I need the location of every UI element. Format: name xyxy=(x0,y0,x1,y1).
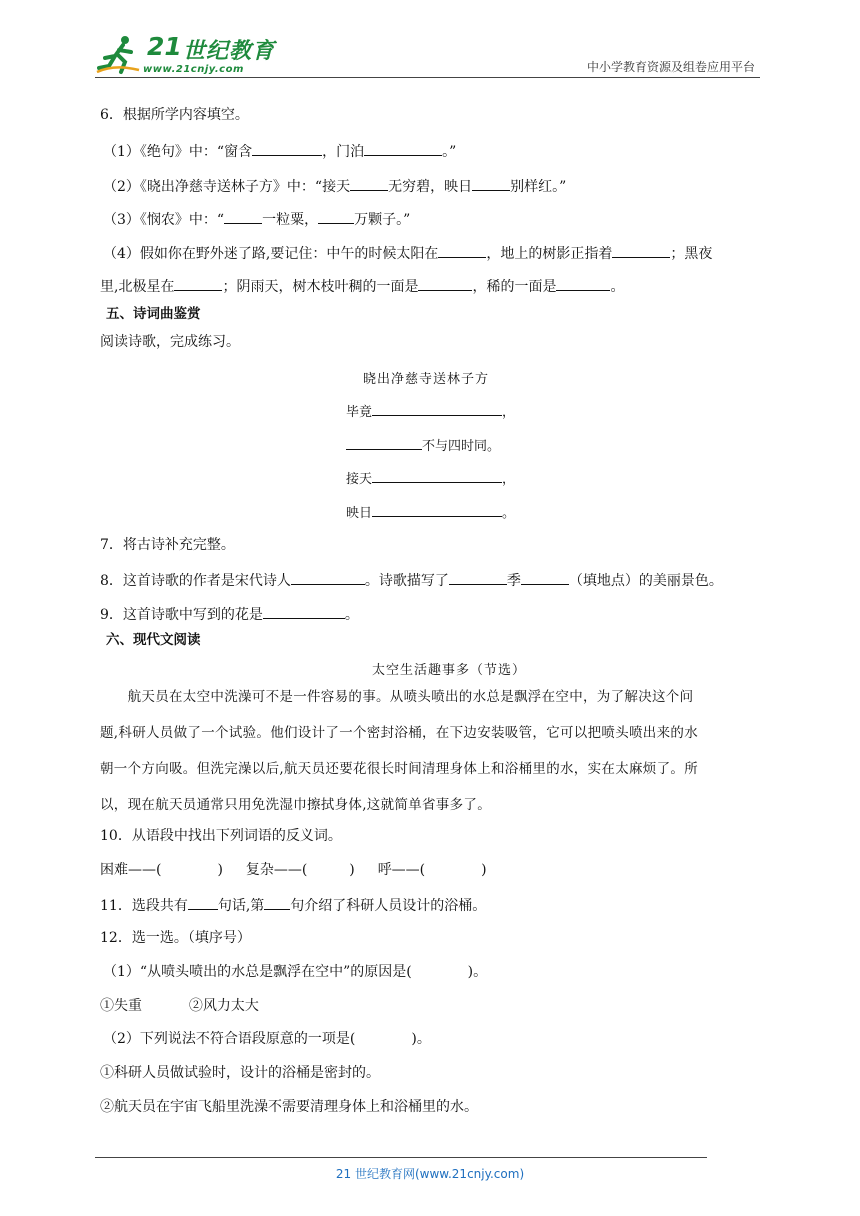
q6-item-3 xyxy=(103,209,410,229)
q6-item-2 xyxy=(103,176,566,196)
poem-line-3-text: 接天 xyxy=(346,472,373,487)
q9 xyxy=(100,604,359,624)
q8-text-d: （填地点）的美丽景色。 xyxy=(568,573,723,589)
q6-item-4-cont xyxy=(100,276,624,296)
poem-line-3 xyxy=(346,468,515,487)
poem-line-2 xyxy=(346,435,500,454)
page-footer: 21 世纪教育网(www.21cnjy.com) xyxy=(335,1167,525,1181)
q6-1-text-a: （1）《绝句》中：“窗含 xyxy=(103,144,253,160)
q12-sub-2: （2）下列说法不符合语段原意的一项是( )。 xyxy=(103,1031,431,1047)
answer-blank[interactable] xyxy=(252,141,322,156)
logo-text: 世纪教育 xyxy=(183,39,276,64)
poem-line-1 xyxy=(346,401,515,420)
q12-title: 12．选一选。（填序号） xyxy=(100,930,251,946)
q7: 7．将古诗补充完整。 xyxy=(100,537,235,553)
article-line-1: 航天员在太空中洗澡可不是一件容易的事。从喷头喷出的水总是飘浮在空中，为了解决这个问 xyxy=(100,689,694,705)
logo xyxy=(95,34,295,76)
answer-blank[interactable] xyxy=(291,570,365,585)
q11-text-b: 句话,第 xyxy=(217,898,265,914)
q6-2-text-a: （2）《晓出净慈寺送林子方》中：“接天 xyxy=(103,179,351,195)
page-header xyxy=(95,28,760,78)
q6-4-text-g: 。 xyxy=(610,279,625,295)
article-line-4: 以，现在航天员通常只用免洗湿巾擦拭身体,这就简单省事多了。 xyxy=(100,797,491,813)
answer-blank[interactable] xyxy=(350,176,388,191)
q12-sub-1: （1）“从喷头喷出的水总是飘浮在空中”的原因是( )。 xyxy=(103,964,488,980)
q6-2-text-c: 别样红。” xyxy=(510,179,567,195)
q6-1-text-c: 。” xyxy=(442,144,457,160)
q12-1-option-1: ①失重 xyxy=(100,998,142,1014)
q6-4-text-d: 里,北极星在 xyxy=(100,279,175,295)
q12-2-option-1: ①科研人员做试验时，设计的浴桶是密封的。 xyxy=(100,1065,380,1081)
poem-line-1-text: 毕竟 xyxy=(346,405,373,420)
q10-word-1: 困难——( ) xyxy=(100,862,223,878)
q11 xyxy=(100,895,486,915)
q8-text-a: 8．这首诗歌的作者是宋代诗人 xyxy=(100,573,291,589)
q11-text-a: 11．选段共有 xyxy=(100,898,188,914)
answer-blank[interactable] xyxy=(438,243,486,258)
answer-blank[interactable] xyxy=(521,570,569,585)
q8-text-c: 季 xyxy=(506,573,521,589)
runner-logo-icon xyxy=(95,34,145,76)
q9-text-a: 9．这首诗歌中写到的花是 xyxy=(100,607,263,623)
q6-3-text-a: （3）《悯农》中：“ xyxy=(103,212,225,228)
header-divider xyxy=(95,77,760,78)
q10-words xyxy=(100,861,487,879)
footer-divider xyxy=(95,1157,707,1158)
poem-line-4-punct: 。 xyxy=(502,506,516,521)
q6-3-text-c: 万颗子。” xyxy=(354,212,411,228)
q8 xyxy=(100,570,723,590)
logo-number: 21 xyxy=(147,32,182,61)
answer-blank[interactable] xyxy=(449,570,507,585)
logo-url: www.21cnjy.com xyxy=(143,64,244,75)
answer-blank[interactable] xyxy=(372,468,502,483)
q6-4-text-e: ；阴雨天，树木枝叶稠的一面是 xyxy=(222,279,419,295)
section-5-title: 五、诗词曲鉴赏 xyxy=(106,306,201,322)
answer-blank[interactable] xyxy=(372,401,502,416)
answer-blank[interactable] xyxy=(264,895,290,910)
q6-4-text-c: ；黑夜 xyxy=(670,246,713,262)
section-5-intro: 阅读诗歌，完成练习。 xyxy=(100,334,240,350)
q6-3-text-b: 一粒粟， xyxy=(262,212,319,228)
q10-word-2: 复杂——( ) xyxy=(245,862,355,878)
poem-line-4-text: 映日 xyxy=(346,506,373,521)
q6-title: 6．根据所学内容填空。 xyxy=(100,107,249,123)
section-6-title: 六、现代文阅读 xyxy=(106,632,201,648)
answer-blank[interactable] xyxy=(372,502,502,517)
answer-blank[interactable] xyxy=(224,209,262,224)
q12-sub-1-options xyxy=(100,997,259,1015)
q6-2-text-b: 无穷碧，映日 xyxy=(388,179,473,195)
q8-text-b: 。诗歌描写了 xyxy=(364,573,449,589)
q6-1-text-b: ，门泊 xyxy=(322,144,365,160)
q6-item-1 xyxy=(103,141,456,161)
answer-blank[interactable] xyxy=(612,243,670,258)
poem-line-1-punct: ， xyxy=(502,405,516,420)
answer-blank[interactable] xyxy=(346,435,422,450)
platform-caption: 中小学教育资源及组卷应用平台 xyxy=(586,60,755,74)
answer-blank[interactable] xyxy=(174,276,222,291)
article-title: 太空生活趣事多（节选） xyxy=(372,663,527,678)
poem-line-4 xyxy=(346,502,515,521)
answer-blank[interactable] xyxy=(556,276,610,291)
q6-4-text-a: （4）假如你在野外迷了路,要记住：中午的时候太阳在 xyxy=(103,246,439,262)
poem-line-3-punct: ， xyxy=(502,472,516,487)
q6-4-text-b: ，地上的树影正指着 xyxy=(486,246,613,262)
answer-blank[interactable] xyxy=(318,209,354,224)
answer-blank[interactable] xyxy=(472,176,510,191)
q10-title: 10．从语段中找出下列词语的反义词。 xyxy=(100,828,342,844)
q11-text-c: 句介绍了科研人员设计的浴桶。 xyxy=(290,898,487,914)
answer-blank[interactable] xyxy=(364,141,442,156)
answer-blank[interactable] xyxy=(263,604,345,619)
q9-text-b: 。 xyxy=(344,607,359,623)
poem-title: 晓出净慈寺送林子方 xyxy=(363,372,490,387)
article-line-2: 题,科研人员做了一个试验。他们设计了一个密封浴桶，在下边安装吸管，它可以把喷头喷出来的水 xyxy=(100,725,698,741)
poem-line-2-text: 不与四时同。 xyxy=(422,439,501,454)
q10-word-3: 呼——( ) xyxy=(377,862,487,878)
answer-blank[interactable] xyxy=(418,276,472,291)
q12-1-option-2: ②风力太大 xyxy=(188,998,259,1014)
answer-blank[interactable] xyxy=(188,895,218,910)
q6-item-4 xyxy=(103,243,712,263)
article-body xyxy=(100,679,762,823)
q12-2-option-2: ②航天员在宇宙飞船里洗澡不需要清理身体上和浴桶里的水。 xyxy=(100,1099,478,1115)
q6-4-text-f: ，稀的一面是 xyxy=(472,279,557,295)
article-line-3: 朝一个方向吸。但洗完澡以后,航天员还要花很长时间清理身体上和浴桶里的水，实在太麻烦了。所 xyxy=(100,761,698,777)
